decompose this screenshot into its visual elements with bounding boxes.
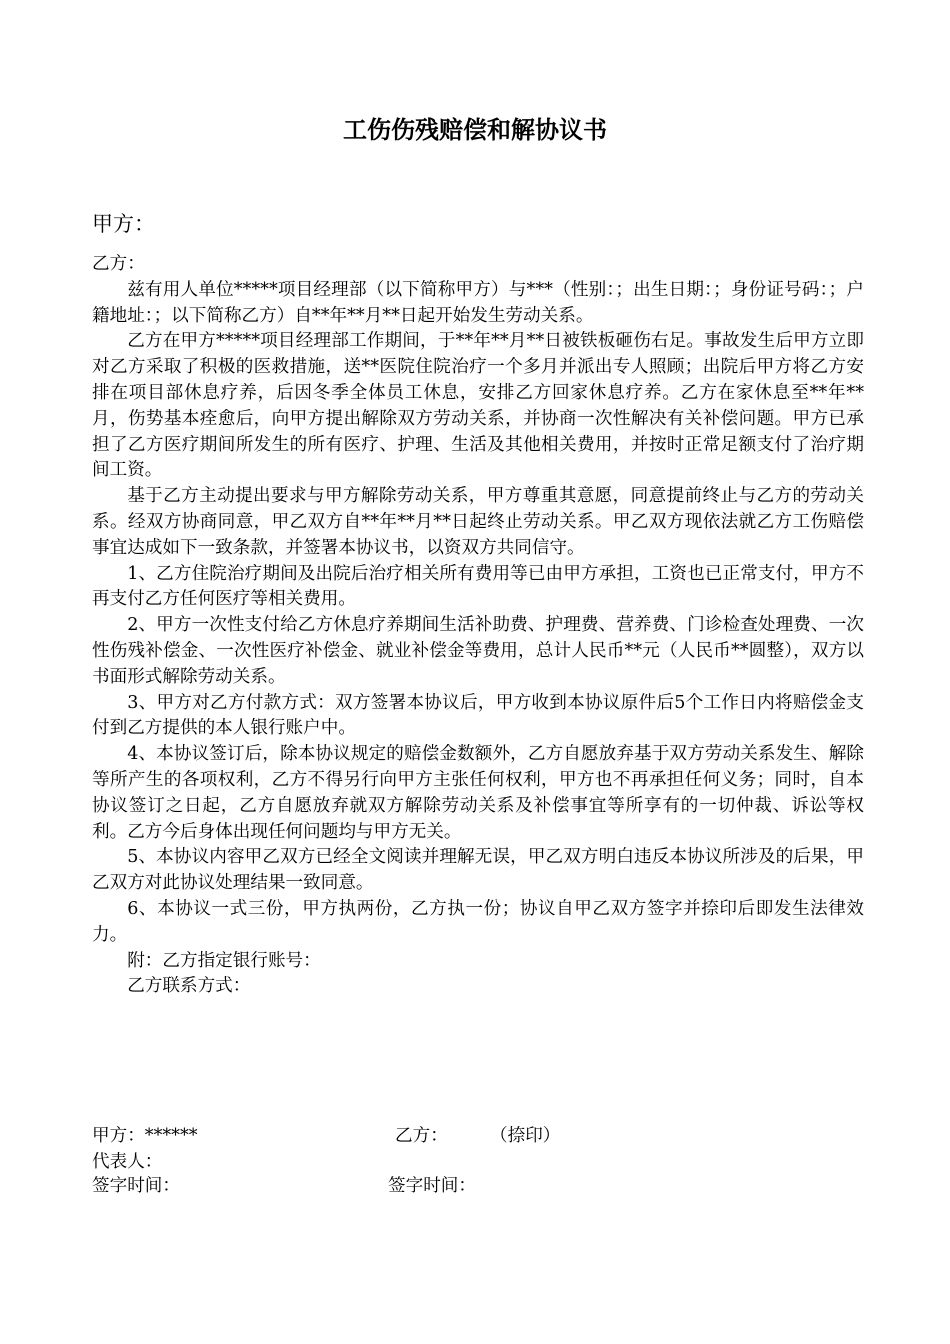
clause-4: 4、本协议签订后，除本协议规定的赔偿金数额外，乙方自愿放弃基于双方劳动关系发生、解除等所产生的各项权利，乙方不得另行向甲方主张任何权利，甲方也不再承担任何义务；同时，自本协议签订之日起，乙方自愿放弃就双方解除劳动关系及补偿事宜等所享有的一切仲裁、诉讼等权利。乙方今后身体出现任何问题均与甲方无关。: [92, 744, 864, 842]
clause-6: 6、本协议一式三份，甲方执两份，乙方执一份；协议自甲乙双方签字并捺印后即发生法律效力。: [92, 898, 864, 945]
clause-5: 5、本协议内容甲乙双方已经全文阅读并理解无误，甲乙双方明白违反本协议所涉及的后果，甲乙双方对此协议处理结果一致同意。: [92, 847, 864, 894]
party-a-heading: 甲方：: [92, 212, 155, 236]
paragraph-incident: 乙方在甲方*****项目经理部工作期间，于**年**月**日被铁板砸伤右足。事故发生后甲方立即对乙方采取了积极的医救措施，送**医院住院治疗一个多月并派出专人照顾；出院后甲方将乙方安排在项目部休息疗养，后因冬季全体员工休息，安排乙方回家休息疗养。乙方在家休息至**年**月，伤势基本痊愈后，向甲方提出解除双方劳动关系，并协商一次性解决有关补偿问题。甲方已承担了乙方医疗期间所发生的所有医疗、护理、生活及其他相关费用，并按时正常足额支付了治疗期间工资。: [92, 331, 864, 481]
fingerprint-label: （捺印）: [490, 1126, 561, 1146]
bank-account-line: 附：乙方指定银行账号：: [127, 950, 321, 971]
agreement-body: [92, 252, 864, 1000]
signature-party-b: 乙方：: [395, 1126, 448, 1146]
party-b-line: 乙方：: [92, 254, 145, 274]
paragraph-termination: 基于乙方主动提出要求与甲方解除劳动关系，甲方尊重其意愿，同意提前终止与乙方的劳动关系。经双方协商同意，甲乙双方自**年**月**日起终止劳动关系。甲乙双方现依法就乙方工伤赔偿事宜达成如下一致条款，并签署本协议书，以资双方共同信守。: [92, 486, 864, 558]
signature-party-a: 甲方：******: [92, 1126, 198, 1146]
sign-time-party-a: 签字时间：: [92, 1176, 180, 1196]
clause-2: 2、甲方一次性支付给乙方休息疗养期间生活补助费、护理费、营养费、门诊检查处理费、一次性伤残补偿金、一次性医疗补偿金、就业补偿金等费用，总计人民币**元（人民币**圆整），双方以书面形式解除劳动关系。: [92, 615, 864, 687]
clause-1: 1、乙方住院治疗期间及出院后治疗相关所有费用等已由甲方承担，工资也已正常支付，甲方不再支付乙方任何医疗等相关费用。: [92, 563, 864, 610]
representative-line: 代表人：: [92, 1152, 163, 1172]
contact-line: 乙方联系方式：: [127, 976, 251, 997]
sign-time-party-b: 签字时间：: [388, 1176, 476, 1196]
clause-3: 3、甲方对乙方付款方式：双方签署本协议后，甲方收到本协议原件后5个工作日内将赔偿金支付到乙方提供的本人银行账户中。: [92, 692, 864, 739]
paragraph-intro: 兹有用人单位*****项目经理部（以下简称甲方）与***（性别：；出生日期：；身份证号码：；户籍地址：；以下简称乙方）自**年**月**日起开始发生劳动关系。: [92, 279, 864, 326]
document-title: 工伤伤残赔偿和解协议书: [343, 115, 607, 144]
